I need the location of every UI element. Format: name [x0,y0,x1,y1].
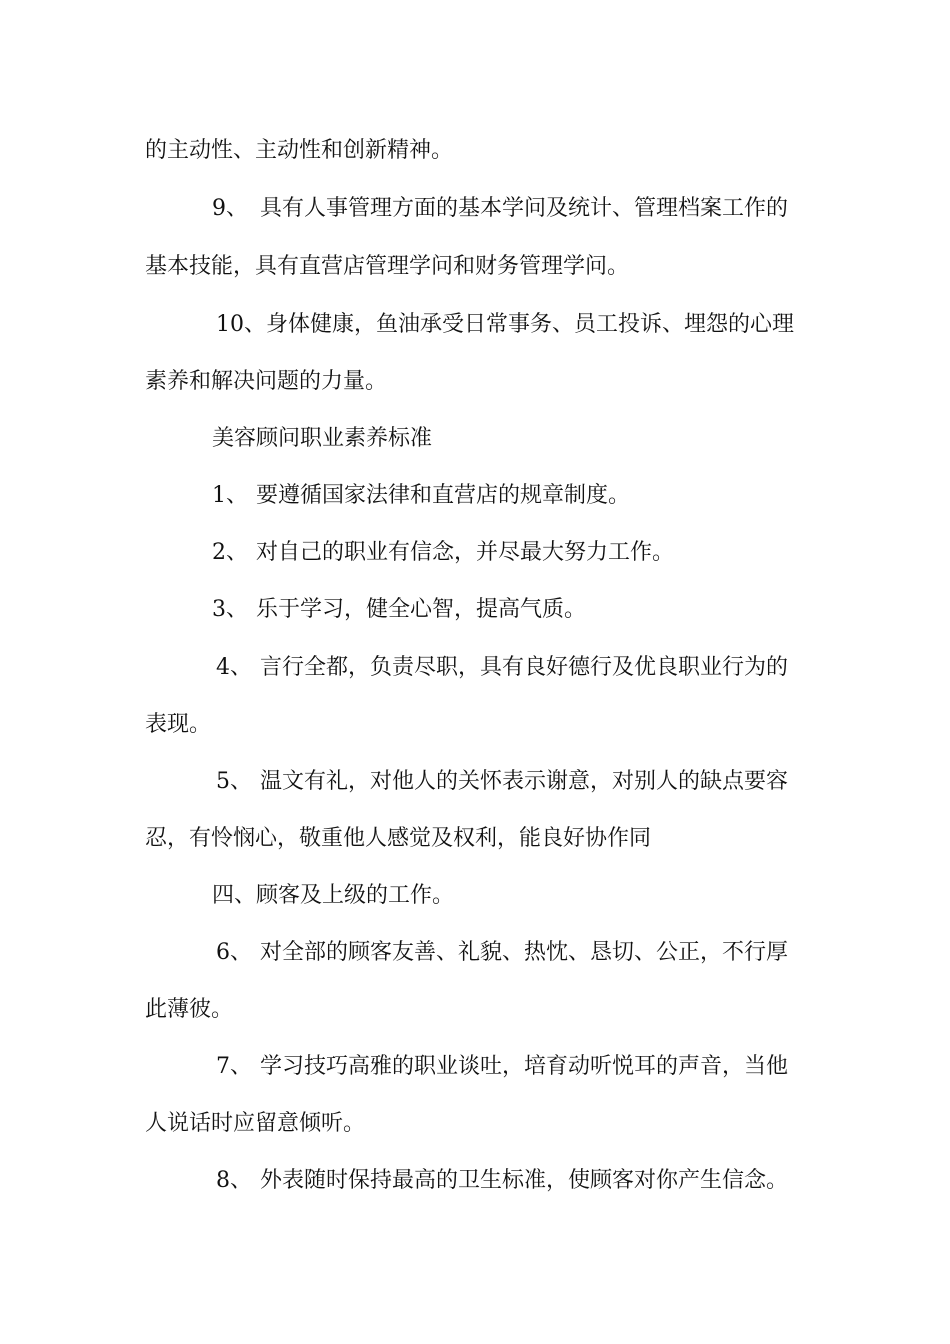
list-item-4 [216,653,788,683]
line-text: 此薄彼。 [145,997,234,1022]
line-text: 外表随时保持最高的卫生标准，使顾客对你产生信念。 [260,1168,789,1193]
list-item-10 [216,310,794,340]
line-text: 学习技巧高雅的职业谈吐，培育动听悦耳的声音，当他 [260,1054,789,1079]
item-number: 7、 [216,1054,252,1079]
line-text: 具有人事管理方面的基本学问及统计、管理档案工作的 [260,196,789,221]
item-number: 4、 [216,655,252,680]
line-text: 身体健康，鱼油承受日常事务、员工投诉、埋怨的心理 [266,312,795,337]
paragraph-line [145,710,211,740]
line-text: 要遵循国家法律和直营店的规章制度。 [256,483,631,508]
paragraph-line [145,367,387,397]
item-number: 1、 [212,483,248,508]
paragraph-line [145,995,233,1025]
list-item-5 [216,767,788,797]
line-text: 素养和解决问题的力量。 [145,369,388,394]
line-text: 的主动性、主动性和创新精神。 [145,138,454,163]
list-item-2 [212,538,674,568]
paragraph-line [145,136,453,166]
item-number: 6、 [216,940,252,965]
list-item-1 [212,481,630,511]
item-number: 3、 [212,597,248,622]
line-text: 忍，有怜悯心，敬重他人感觉及权利，能良好协作同 [145,826,652,851]
line-text: 表现。 [145,712,212,737]
heading-text: 美容顾问职业素养标准 [212,426,433,451]
line-text: 对自己的职业有信念，并尽最大努力工作。 [256,540,675,565]
item-number: 9、 [212,196,248,221]
paragraph-line [145,252,629,282]
section-line [212,881,454,911]
list-item-3 [212,595,586,625]
item-number: 2、 [212,540,248,565]
item-number: 5、 [216,769,252,794]
list-item-9 [212,194,788,224]
item-number: 8、 [216,1168,252,1193]
line-text: 言行全都，负责尽职，具有良好德行及优良职业行为的 [260,655,789,680]
line-text: 四、顾客及上级的工作。 [212,883,455,908]
line-text: 对全部的顾客友善、礼貌、热忱、恳切、公正，不行厚 [260,940,789,965]
item-number: 10、 [216,312,266,337]
line-text: 乐于学习，健全心智，提高气质。 [256,597,587,622]
list-item-6 [216,938,788,968]
line-text: 温文有礼，对他人的关怀表示谢意，对别人的缺点要容 [260,769,789,794]
line-text: 人说话时应留意倾听。 [145,1111,366,1136]
paragraph-line [145,1109,365,1139]
paragraph-line [145,824,651,854]
list-item-8 [216,1166,788,1196]
list-item-7 [216,1052,788,1082]
section-heading [212,424,432,454]
line-text: 基本技能，具有直营店管理学问和财务管理学问。 [145,254,630,279]
